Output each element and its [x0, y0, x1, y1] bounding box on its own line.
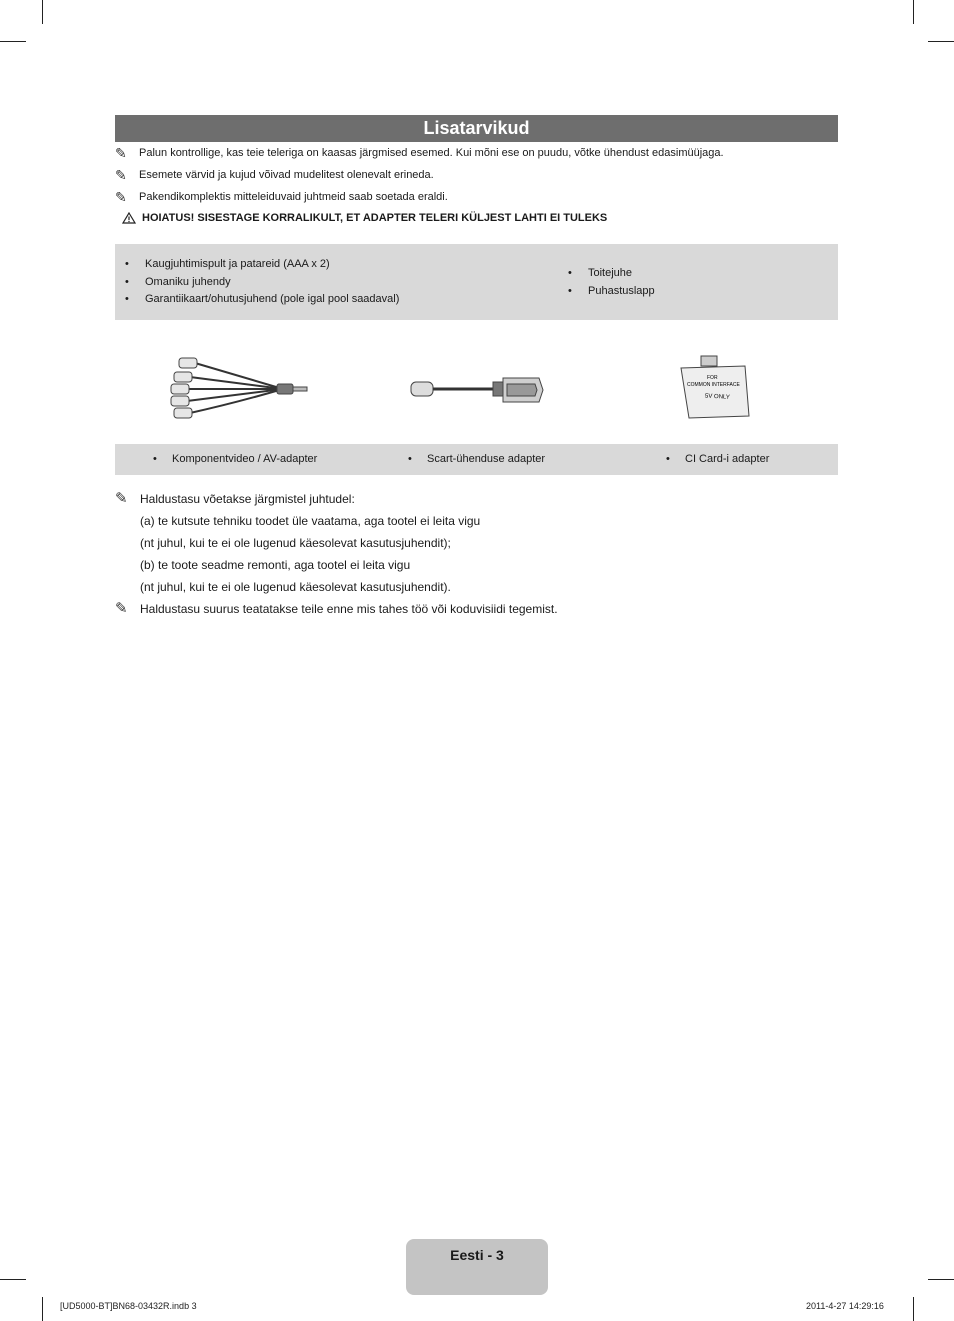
page-number-tab: Eesti - 3 [406, 1239, 548, 1295]
pencil-icon: ✎ [115, 167, 127, 183]
list-item: • Kaugjuhtimispult ja patareid (AAA x 2) [115, 256, 399, 274]
note [115, 598, 838, 620]
list-item: • Komponentvideo / AV-adapter [172, 453, 317, 465]
crop-mark [42, 0, 43, 24]
list-item: • CI Card-i adapter [685, 453, 769, 465]
crop-mark [0, 1279, 26, 1280]
footer-file-info: [UD5000-BT]BN68-03432R.indb 3 [60, 1301, 197, 1311]
ci-label: 5V ONLY [704, 393, 730, 401]
accessories-panel [115, 244, 838, 320]
fee-line: (nt juhul, kui te ei ole lugenud käesolevat kasutusjuhendit). [140, 580, 451, 594]
adapter-images [115, 340, 838, 440]
caution-note [115, 212, 838, 224]
accessories-list-left [115, 256, 399, 309]
note [115, 146, 838, 160]
crop-mark [42, 1297, 43, 1321]
note [115, 488, 838, 510]
ci-label: FOR [707, 375, 718, 381]
ci-label: COMMON INTERFACE [687, 382, 740, 388]
fee-notes [115, 488, 838, 620]
fee-line: (b) te toote seadme remonti, aga tootel ei leita vigu [140, 558, 411, 572]
note [115, 190, 838, 204]
crop-mark [928, 41, 954, 42]
component-av-adapter-image [165, 355, 315, 425]
crop-mark [928, 1279, 954, 1280]
scart-adapter-image [407, 370, 547, 410]
crop-mark [913, 1297, 914, 1321]
ci-card-adapter-image [677, 352, 757, 422]
pencil-icon: ✎ [115, 490, 128, 507]
note-text: Pakendikomplektis mitteleiduvaid juhtmeid saab soetada eraldi. [139, 191, 448, 203]
list-item: • Toitejuhe [558, 265, 655, 283]
fee-line: (a) te kutsute tehniku toodet üle vaatama, aga tootel ei leita vigu [140, 514, 481, 528]
note-text: Haldustasu võetakse järgmistel juhtudel: [140, 492, 355, 506]
list-item: • Scart-ühenduse adapter [427, 453, 545, 465]
pencil-icon: ✎ [115, 600, 128, 617]
list-item: • Omaniku juhendy [115, 274, 399, 292]
notes [115, 146, 838, 224]
pencil-icon: ✎ [115, 189, 127, 205]
note [115, 168, 838, 182]
list-item: • Puhastuslapp [558, 283, 655, 301]
note-text: Palun kontrollige, kas teie teleriga on kaasas järgmised esemed. Kui mõni ese on puudu, võtke ühendust edasimüüjaga. [139, 147, 724, 159]
footer-timestamp: 2011-4-27 14:29:16 [806, 1301, 884, 1311]
fee-line: (nt juhul, kui te ei ole lugenud käesolevat kasutusjuhendit); [140, 536, 451, 550]
warning-triangle-icon [115, 212, 142, 224]
crop-mark [913, 0, 914, 24]
section-title: Lisatarvikud [115, 115, 838, 142]
caution-text: HOIATUS! SISESTAGE KORRALIKULT, ET ADAPTER TELERI KÜLJEST LAHTI EI TULEKS [142, 212, 608, 224]
pencil-icon: ✎ [115, 145, 127, 161]
note-text: Haldustasu suurus teatatakse teile enne mis tahes töö või koduvisiidi tegemist. [140, 602, 558, 616]
crop-mark [0, 41, 26, 42]
note-text: Esemete värvid ja kujud võivad mudelitest olenevalt erineda. [139, 169, 434, 181]
list-item: • Garantiikaart/ohutusjuhend (pole igal pool saadaval) [115, 291, 399, 309]
accessories-list-right [558, 265, 655, 300]
adapters-panel [115, 444, 838, 475]
